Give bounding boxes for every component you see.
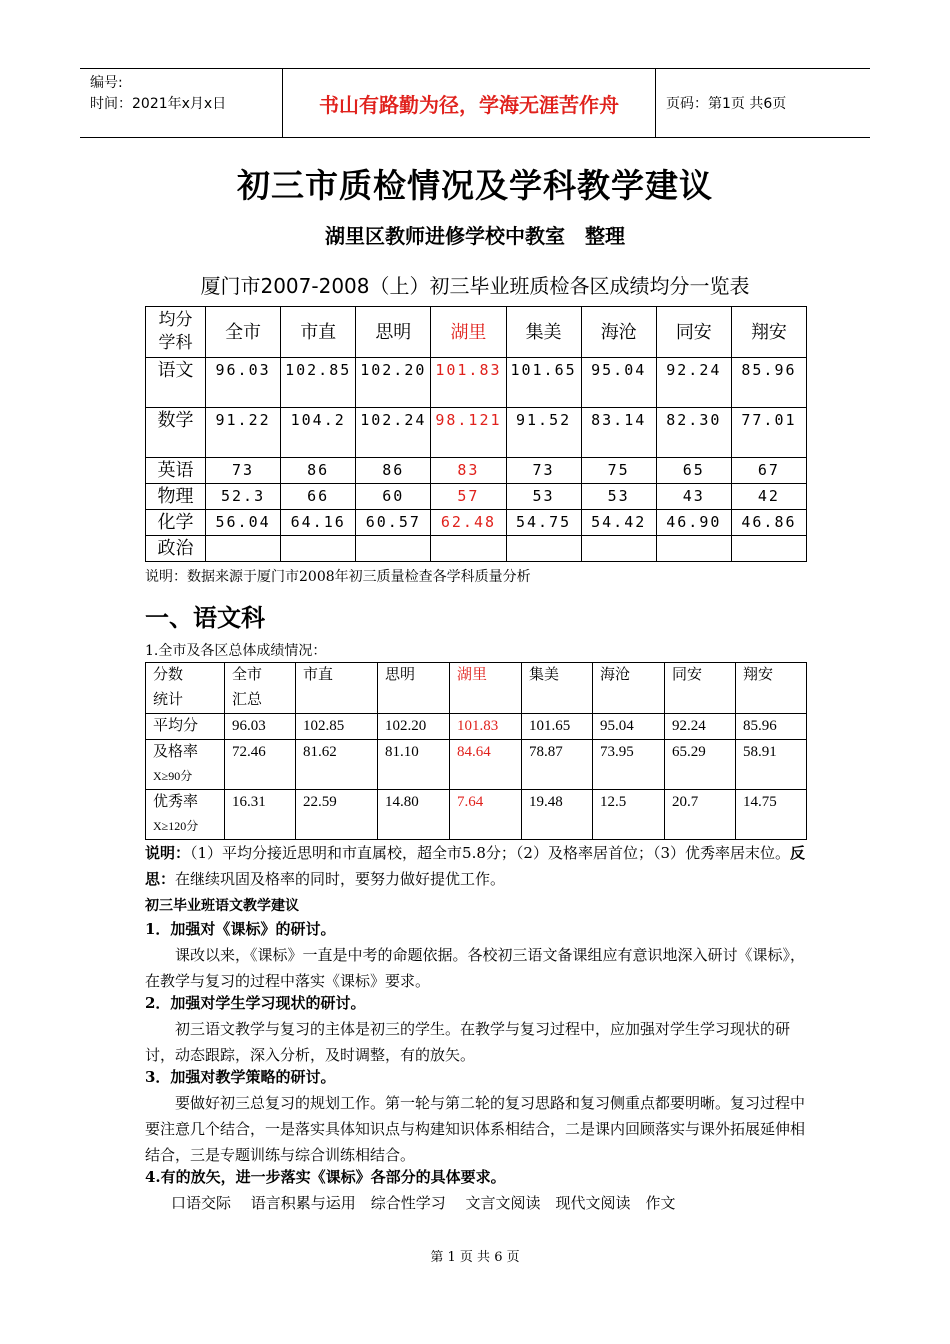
column-header: 同安 — [656, 307, 731, 358]
advice-heading: 初三毕业班语文教学建议 — [145, 898, 299, 914]
score-cell: 101.65 — [522, 714, 593, 740]
score-cell: 54.75 — [506, 510, 581, 536]
score-cell: 67 — [731, 458, 806, 484]
score-cell: 60.57 — [356, 510, 431, 536]
corner-cell: 均分 学科 — [146, 307, 206, 358]
table-row — [146, 458, 807, 484]
table-row — [146, 484, 807, 510]
score-cell: 91.22 — [206, 408, 281, 458]
page-header — [80, 68, 870, 138]
score-cell: 46.86 — [731, 510, 806, 536]
score-cell: 102.20 — [356, 358, 431, 408]
score-cell: 58.91 — [736, 740, 807, 790]
score-cell: 92.24 — [656, 358, 731, 408]
score-cell: 65.29 — [665, 740, 736, 790]
score-cell: 62.48 — [431, 510, 506, 536]
score-cell: 104.2 — [281, 408, 356, 458]
advice-item-1: 1．加强对《课标》的研讨。 课改以来，《课标》一直是中考的命题依据。各校初三语文备课组应有意识地深入研讨《课标》，在教学与复习的过程中落实《课标》要求。 — [145, 920, 806, 990]
column-header: 湖里 — [431, 307, 506, 358]
table-row — [146, 714, 807, 740]
score-cell: 66 — [281, 484, 356, 510]
score-cell: 101.83 — [450, 714, 522, 740]
score-cell: 102.85 — [296, 714, 378, 740]
score-cell: 83 — [431, 458, 506, 484]
score-cell: 14.80 — [378, 790, 450, 840]
column-header: 思明 — [356, 307, 431, 358]
score-cell: 96.03 — [225, 714, 296, 740]
score-cell: 60 — [356, 484, 431, 510]
score-cell: 22.59 — [296, 790, 378, 840]
header-meta — [80, 69, 282, 137]
score-cell: 7.64 — [450, 790, 522, 840]
column-header: 集美 — [522, 663, 593, 714]
score-cell: 102.24 — [356, 408, 431, 458]
score-cell — [656, 536, 731, 562]
score-cell: 81.10 — [378, 740, 450, 790]
score-cell: 98.121 — [431, 408, 506, 458]
district-score-table — [145, 306, 807, 562]
time-label: 时间：2021年x月x日 — [90, 96, 227, 112]
advice-item-4: 4.有的放矢，进一步落实《课标》各部分的具体要求。 口语交际 语言积累与运用 综合性学习 文言文阅读 现代文阅读 作文 — [145, 1164, 807, 1216]
score-cell: 53 — [506, 484, 581, 510]
column-header: 同安 — [665, 663, 736, 714]
column-header: 海沧 — [581, 307, 656, 358]
subject-cell: 英语 — [146, 458, 206, 484]
metric-cell: 优秀率 X≥120分 — [146, 790, 225, 840]
score-cell: 42 — [731, 484, 806, 510]
column-header: 市直 — [296, 663, 378, 714]
subject-cell: 数学 — [146, 408, 206, 458]
table-row — [146, 510, 807, 536]
score-cell: 73 — [206, 458, 281, 484]
score-cell: 91.52 — [506, 408, 581, 458]
score-cell: 85.96 — [731, 358, 806, 408]
column-header: 湖里 — [450, 663, 522, 714]
score-cell — [431, 536, 506, 562]
score-cell: 65 — [656, 458, 731, 484]
advice-item-3: 3．加强对教学策略的研讨。 要做好初三总复习的规划工作。第一轮与第二轮的复习思路和复习侧重点都要明晰。复习过程中要注意几个结合，一是落实具体知识点与构建知识体系相结合，二是课内回顾落实与课外拓展延伸相结合，三是专题训练与综合训练相结合。 — [145, 1068, 806, 1164]
score-cell: 83.14 — [581, 408, 656, 458]
table-row — [146, 536, 807, 562]
subject-cell: 语文 — [146, 358, 206, 408]
table2-caption: 1.全市及各区总体成绩情况： — [145, 643, 327, 659]
score-cell: 78.87 — [522, 740, 593, 790]
score-cell: 43 — [656, 484, 731, 510]
score-cell: 81.62 — [296, 740, 378, 790]
table-row — [146, 790, 807, 840]
table1-title: 厦门市2007-2008（上）初三毕业班质检各区成绩均分一览表 — [200, 274, 750, 298]
column-header: 翔安 — [731, 307, 806, 358]
score-cell: 75 — [581, 458, 656, 484]
header-page-info: 页码：第1页 共6页 — [666, 96, 787, 112]
score-cell: 12.5 — [593, 790, 665, 840]
score-cell: 82.30 — [656, 408, 731, 458]
column-header: 全市 — [206, 307, 281, 358]
topic-list: 口语交际 语言积累与运用 综合性学习 文言文阅读 现代文阅读 作文 — [171, 1194, 676, 1212]
score-cell: 73 — [506, 458, 581, 484]
corner-cell: 分数 统计 — [146, 663, 225, 714]
score-cell: 86 — [356, 458, 431, 484]
score-cell: 57 — [431, 484, 506, 510]
score-cell: 52.3 — [206, 484, 281, 510]
score-cell — [731, 536, 806, 562]
score-cell — [206, 536, 281, 562]
score-cell: 84.64 — [450, 740, 522, 790]
column-header: 海沧 — [593, 663, 665, 714]
metric-cell: 平均分 — [146, 714, 225, 740]
column-header: 市直 — [281, 307, 356, 358]
score-cell — [506, 536, 581, 562]
score-cell: 101.83 — [431, 358, 506, 408]
score-cell: 101.65 — [506, 358, 581, 408]
chinese-score-table — [145, 662, 807, 840]
score-cell: 53 — [581, 484, 656, 510]
score-cell: 85.96 — [736, 714, 807, 740]
score-cell: 102.85 — [281, 358, 356, 408]
metric-cell: 及格率 X≥90分 — [146, 740, 225, 790]
score-cell: 64.16 — [281, 510, 356, 536]
score-cell: 72.46 — [225, 740, 296, 790]
score-cell: 56.04 — [206, 510, 281, 536]
score-cell — [281, 536, 356, 562]
document-subtitle: 湖里区教师进修学校中教室 整理 — [325, 224, 625, 248]
advice-item-2: 2．加强对学生学习现状的研讨。 初三语文教学与复习的主体是初三的学生。在教学与复习过程中，应加强对学生学习现状的研讨，动态跟踪，深入分析，及时调整，有的放矢。 — [145, 994, 791, 1064]
score-cell: 46.90 — [656, 510, 731, 536]
document-title: 初三市质检情况及学科教学建议 — [237, 166, 713, 205]
score-cell: 102.20 — [378, 714, 450, 740]
page-footer: 第 1 页 共 6 页 — [430, 1250, 520, 1265]
table-row — [146, 408, 807, 458]
column-header: 全市 汇总 — [225, 663, 296, 714]
data-source-note: 说明：数据来源于厦门市2008年初三质量检查各学科质量分析 — [145, 569, 531, 585]
score-cell — [356, 536, 431, 562]
score-cell: 73.95 — [593, 740, 665, 790]
score-cell: 95.04 — [581, 358, 656, 408]
table-row — [146, 358, 807, 408]
score-cell: 19.48 — [522, 790, 593, 840]
column-header: 思明 — [378, 663, 450, 714]
score-cell: 20.7 — [665, 790, 736, 840]
header-motto: 书山有路勤为径，学海无涯苦作舟 — [282, 69, 656, 137]
explanation-paragraph: 说明：（1）平均分接近思明和市直属校，超全市5.8分；（2）及格率居首位；（3）优秀率居末位。反思：在继续巩固及格率的同时，要努力做好提优工作。 — [145, 844, 806, 888]
table-header-row — [146, 307, 807, 358]
score-cell: 86 — [281, 458, 356, 484]
subject-cell: 物理 — [146, 484, 206, 510]
score-cell — [581, 536, 656, 562]
score-cell: 77.01 — [731, 408, 806, 458]
score-cell: 95.04 — [593, 714, 665, 740]
table-row — [146, 740, 807, 790]
score-cell: 16.31 — [225, 790, 296, 840]
table-header-row — [146, 663, 807, 714]
section-heading: 一、语文科 — [145, 604, 265, 632]
score-cell: 14.75 — [736, 790, 807, 840]
number-label: 编号: — [90, 75, 123, 91]
score-cell: 96.03 — [206, 358, 281, 408]
subject-cell: 政治 — [146, 536, 206, 562]
column-header: 集美 — [506, 307, 581, 358]
score-cell: 54.42 — [581, 510, 656, 536]
column-header: 翔安 — [736, 663, 807, 714]
subject-cell: 化学 — [146, 510, 206, 536]
score-cell: 92.24 — [665, 714, 736, 740]
